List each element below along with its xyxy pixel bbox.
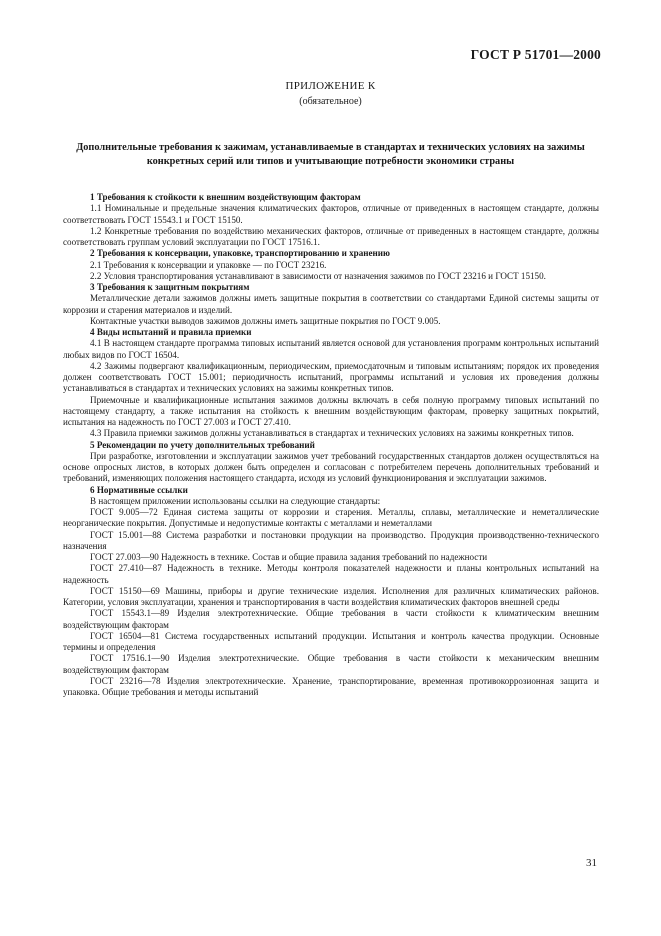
appendix-title: ПРИЛОЖЕНИЕ К [285,80,376,92]
section-heading: 4 Виды испытаний и правила приемки [90,327,252,337]
page-number: 31 [586,857,597,869]
paragraph: В настоящем приложении использованы ссылки на следующие стандарты: [90,495,381,506]
paragraph: Металлические детали зажимов должны иметь защитные покрытия в соответствии со стандартами Единой системы защиты от коррозии и старения материалов и изделий. [63,293,599,315]
paragraph: 4.3 Правила приемки зажимов должны устанавливаться в стандартах и технических условиях на зажимы конкретных типов. [90,428,574,439]
section-heading: 5 Рекомендации по учету дополнительных требований [90,439,315,450]
reference-item: ГОСТ 15543.1—89 Изделия электротехнические. Общие требования в части стойкости к климатическим внешним воздействующим факторам [63,608,599,630]
paragraph: Контактные участки выводов зажимов должны иметь защитные покрытия по ГОСТ 9.005. [90,315,441,326]
paragraph: 4.2 Зажимы подвергают квалификационным, периодическим, приемосдаточным и типовым испытаниям; порядок их проведения должен соответствовать ГОСТ 15.001; периодичность испытаний, программы испытаний и условия их проведения должны устанавливаться в стандартах и технических условиях на зажимы конкретных типов. [63,360,599,394]
paragraph: Приемочные и квалификационные испытания зажимов должны включать в себя полную программу типовых испытаний по настоящему стандарту, а также испытания на стойкость к внешним воздействующим факторам, проверку защитных покрытий, испытания на надежность по ГОСТ 27.003 и ГОСТ 27.410. [63,394,599,427]
document-title: Дополнительные требования к зажимам, устанавливаемые в стандартах и технических условиях на зажимы конкретных серий или типов и учитывающие потребности экономики страны [76,142,585,167]
reference-item: ГОСТ 17516.1—90 Изделия электротехнические. Общие требования в части стойкости к механическим внешним воздействующим факторам [63,653,599,675]
paragraph: 1.2 Конкретные требования по воздействию механических факторов, отличные от приведенных в настоящем стандарте, должны соответствовать группам условий эксплуатации по ГОСТ 17516.1. [63,225,599,247]
paragraph: 2.2 Условия транспортирования устанавливают в зависимости от назначения зажимов по ГОСТ 23216 и ГОСТ 15150. [90,270,546,281]
reference-item: ГОСТ 27.410—87 Надежность в технике. Методы контроля показателей надежности и планы контрольных испытаний на надежность [63,563,599,585]
document-body [63,192,599,698]
section-heading: 1 Требования к стойкости к внешним воздействующим факторам [90,192,361,202]
reference-item: ГОСТ 27.003—90 Надежность в технике. Состав и общие правила задания требований по надежности [90,552,488,562]
paragraph: 1.1 Номинальные и предельные значения климатических факторов, отличные от приведенных в настоящем стандарте, должны соответствовать ГОСТ 15543.1 и ГОСТ 15150. [63,203,599,225]
reference-item: ГОСТ 15150—69 Машины, приборы и другие технические изделия. Исполнения для различных климатических районов. Категории, условия эксплуатации, хранения и транспортирования в части воздействия климатических факторов внешней среды [63,585,599,607]
appendix-subtitle: (обязательное) [299,96,362,107]
reference-item: ГОСТ 23216—78 Изделия электротехнические. Хранение, транспортирование, временная противокоррозионная защита и упаковка. Общие требования и методы испытаний [63,675,599,697]
paragraph: При разработке, изготовлении и эксплуатации зажимов учет требований государственных стандартов должен осуществляться на основе опросных листов, в которых должен быть определен и согласован с потребителем перечень дополнительных требований и требований, изменяющих положения настоящего стандарта, исходя из условий функционирования и эксплуатации зажимов. [63,450,599,484]
reference-item: ГОСТ 9.005—72 Единая система защиты от коррозии и старения. Металлы, сплавы, металлические и неметаллические неорганические покрытия. Допустимые и недопустимые контакты с металлами и неметаллами [63,507,599,529]
reference-item: ГОСТ 16504—81 Система государственных испытаний продукции. Испытания и контроль качества продукции. Основные термины и определения [63,630,599,652]
paragraph: 2.1 Требования к консервации и упаковке — по ГОСТ 23216. [90,259,327,270]
section-heading: 3 Требования к защитным покрытиям [90,282,250,292]
section-heading: 6 Нормативные ссылки [90,484,188,495]
paragraph: 4.1 В настоящем стандарте программа типовых испытаний является основой для установления программ контрольных испытаний любых видов по ГОСТ 16504. [63,338,599,360]
section-heading: 2 Требования к консервации, упаковке, транспортированию и хранению [90,248,390,259]
reference-item: ГОСТ 15.001—88 Система разработки и постановки продукции на производство. Продукция производственно-технического назначения [63,529,599,551]
standard-header: ГОСТ Р 51701—2000 [470,47,601,62]
